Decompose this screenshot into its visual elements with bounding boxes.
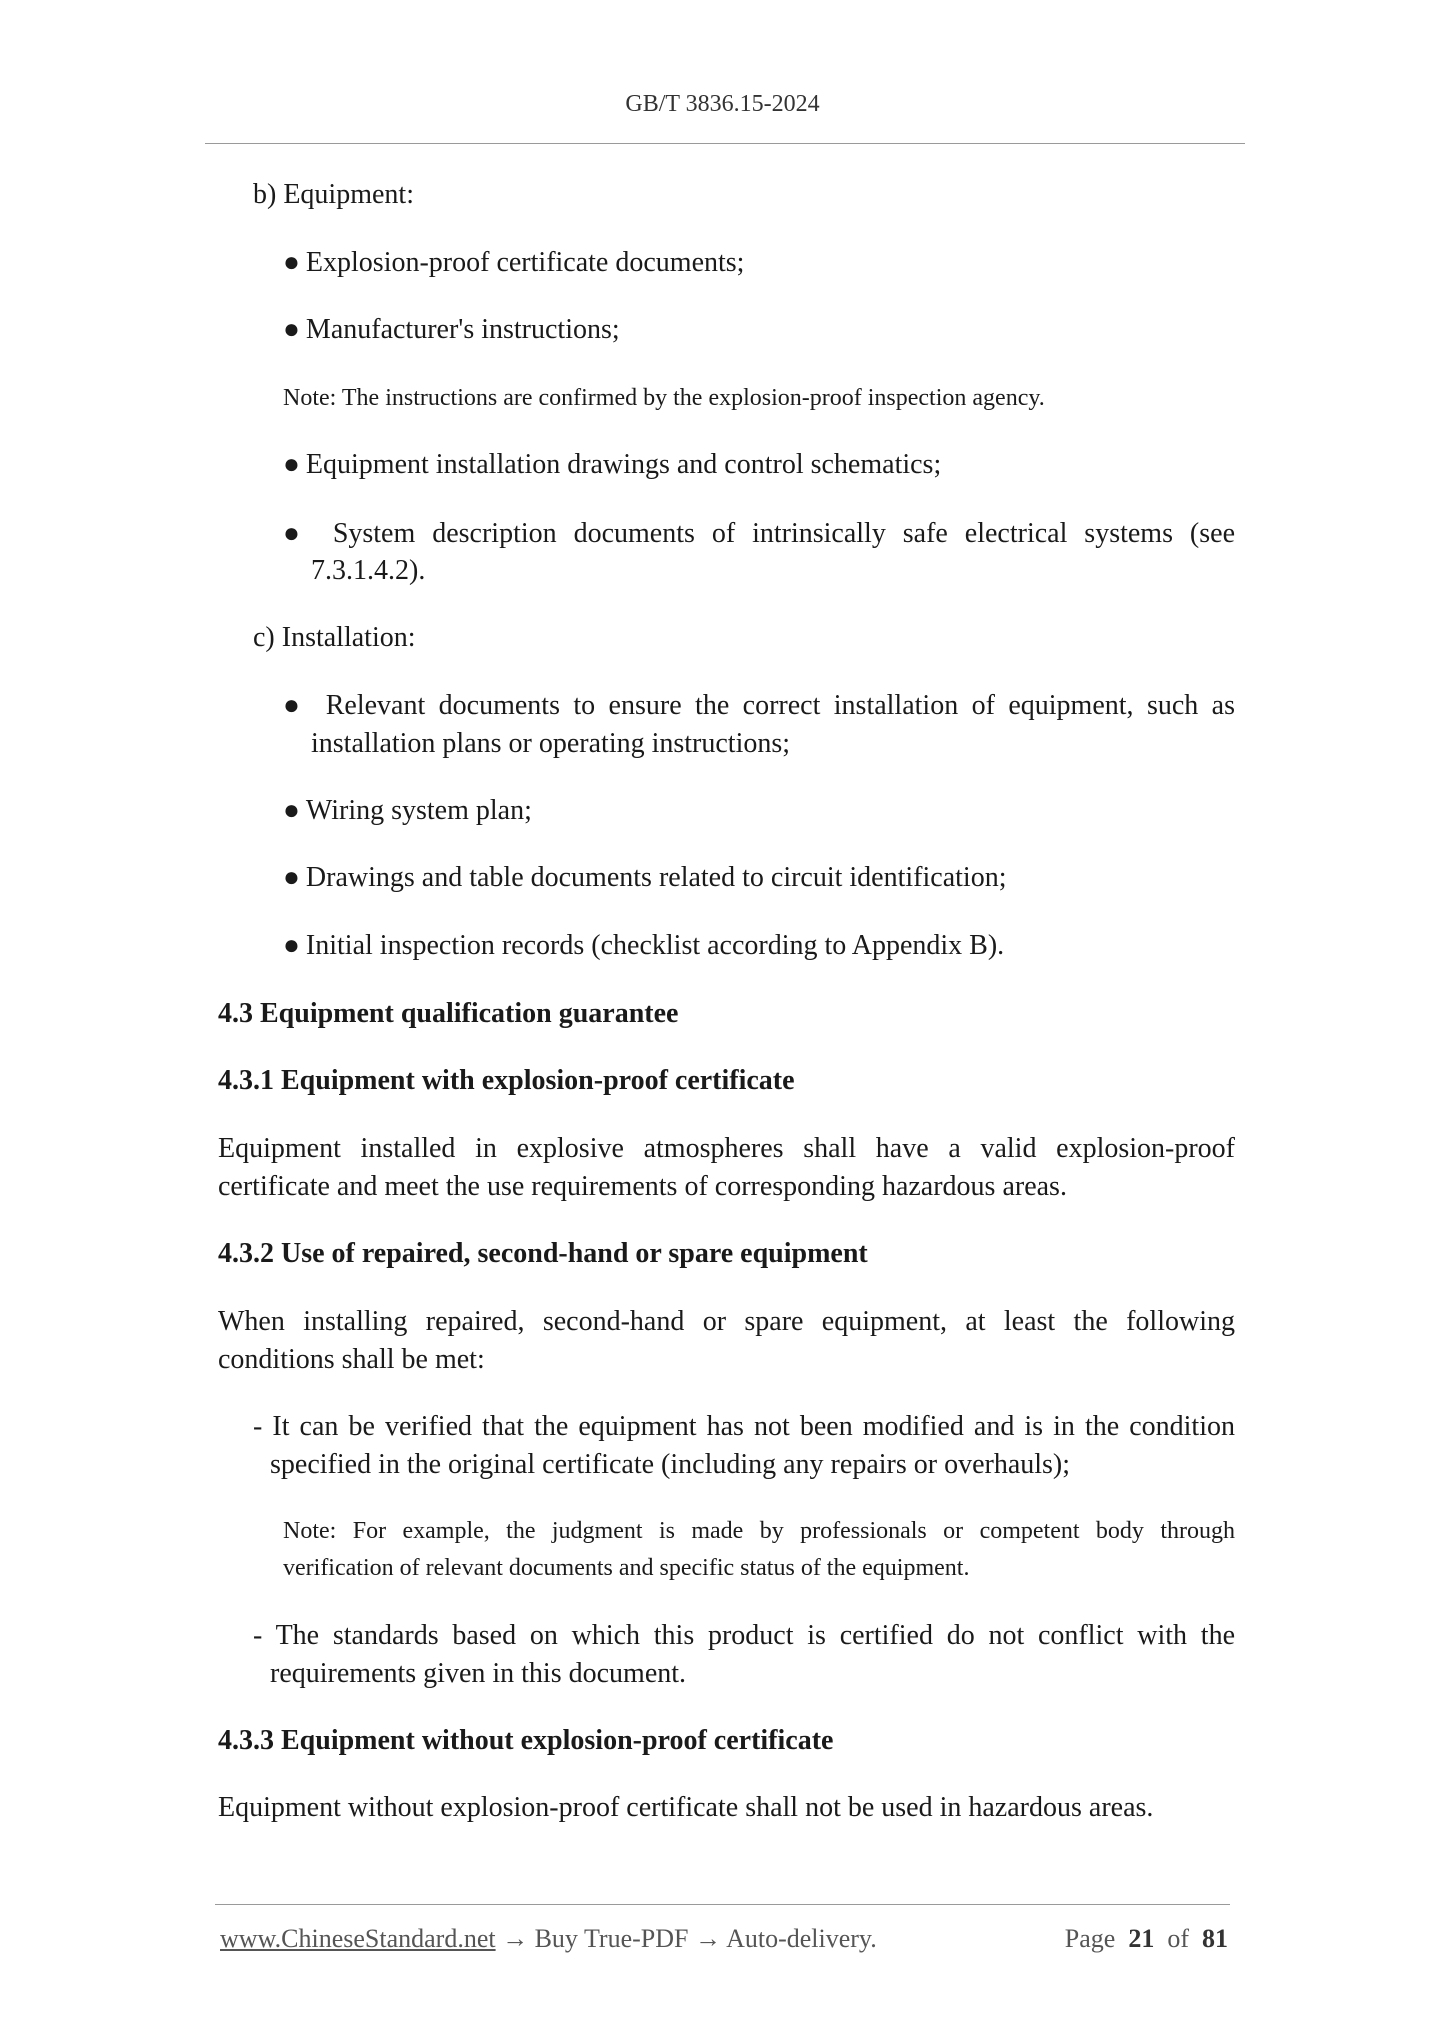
page-indicator: Page 21 of 81: [1064, 1924, 1228, 1953]
paragraph-line: conditions shall be met:: [218, 1344, 485, 1375]
header-divider: [205, 143, 1245, 144]
list-item: ● Drawings and table documents related to circuit identification;: [283, 862, 1007, 893]
delivery-text: Auto-delivery.: [726, 1924, 877, 1953]
list-item: ● Equipment installation drawings and control schematics;: [283, 449, 942, 480]
bullet-icon: ●: [283, 862, 300, 893]
page-footer: [220, 1920, 1228, 1958]
note: Note: For example, the judgment is made by professionals or competent body through: [283, 1518, 1235, 1544]
list-item: ● Wiring system plan;: [283, 795, 532, 826]
total-pages: 81: [1202, 1924, 1228, 1953]
paragraph-line: certificate and meet the use requirements of corresponding hazardous areas.: [218, 1171, 1067, 1202]
buy-pdf-text: Buy True-PDF: [534, 1924, 689, 1953]
bullet-icon: ●: [283, 518, 310, 549]
dash-item-continuation: requirements given in this document.: [270, 1658, 687, 1689]
page-header: [0, 91, 1445, 118]
list-item: ● Manufacturer's instructions;: [283, 314, 620, 345]
note-continuation: verification of relevant documents and specific status of the equipment.: [283, 1555, 970, 1581]
arrow-icon: →: [502, 1924, 529, 1953]
list-item-continuation: installation plans or operating instructions;: [311, 728, 791, 759]
document-id: GB/T 3836.15-2024: [625, 91, 820, 117]
list-item-continuation: 7.3.1.4.2).: [311, 555, 426, 586]
bullet-icon: ●: [283, 795, 300, 826]
section-heading-4-3-2: 4.3.2 Use of repaired, second-hand or spare equipment: [218, 1238, 868, 1269]
page-number: 21: [1128, 1924, 1155, 1953]
list-item: ● Relevant documents to ensure the correct installation of equipment, such as: [283, 690, 1235, 721]
section-heading-4-3-1: 4.3.1 Equipment with explosion-proof certificate: [218, 1065, 795, 1096]
bullet-icon: ●: [283, 449, 300, 480]
dash-item-continuation: specified in the original certificate (including any repairs or overhauls);: [270, 1449, 1071, 1480]
website-link[interactable]: www.ChineseStandard.net: [220, 1924, 496, 1953]
bullet-icon: ●: [283, 690, 307, 721]
section-heading-4-3-3: 4.3.3 Equipment without explosion-proof certificate: [218, 1725, 834, 1756]
section-c-heading: c) Installation:: [253, 622, 416, 653]
list-item: ● Explosion-proof certificate documents;: [283, 247, 745, 278]
dash-item: - The standards based on which this product is certified do not conflict with the: [253, 1620, 1235, 1651]
dash-item: - It can be verified that the equipment has not been modified and is in the condition: [253, 1411, 1235, 1442]
bullet-icon: ●: [283, 930, 300, 961]
list-item: ● System description documents of intrinsically safe electrical systems (see: [283, 518, 1236, 549]
footer-divider: [215, 1904, 1230, 1905]
note: Note: The instructions are confirmed by the explosion-proof inspection agency.: [283, 385, 1045, 411]
list-item: ● Initial inspection records (checklist according to Appendix B).: [283, 930, 1005, 961]
bullet-icon: ●: [283, 247, 300, 278]
paragraph-line: Equipment installed in explosive atmospheres shall have a valid explosion-proof: [218, 1133, 1235, 1164]
bullet-icon: ●: [283, 314, 300, 345]
paragraph-line: Equipment without explosion-proof certificate shall not be used in hazardous areas.: [218, 1792, 1154, 1823]
section-b-heading: b) Equipment:: [253, 179, 414, 210]
arrow-icon: →: [695, 1924, 721, 1953]
section-heading-4-3: 4.3 Equipment qualification guarantee: [218, 998, 679, 1029]
paragraph-line: When installing repaired, second-hand or spare equipment, at least the following: [218, 1306, 1235, 1337]
